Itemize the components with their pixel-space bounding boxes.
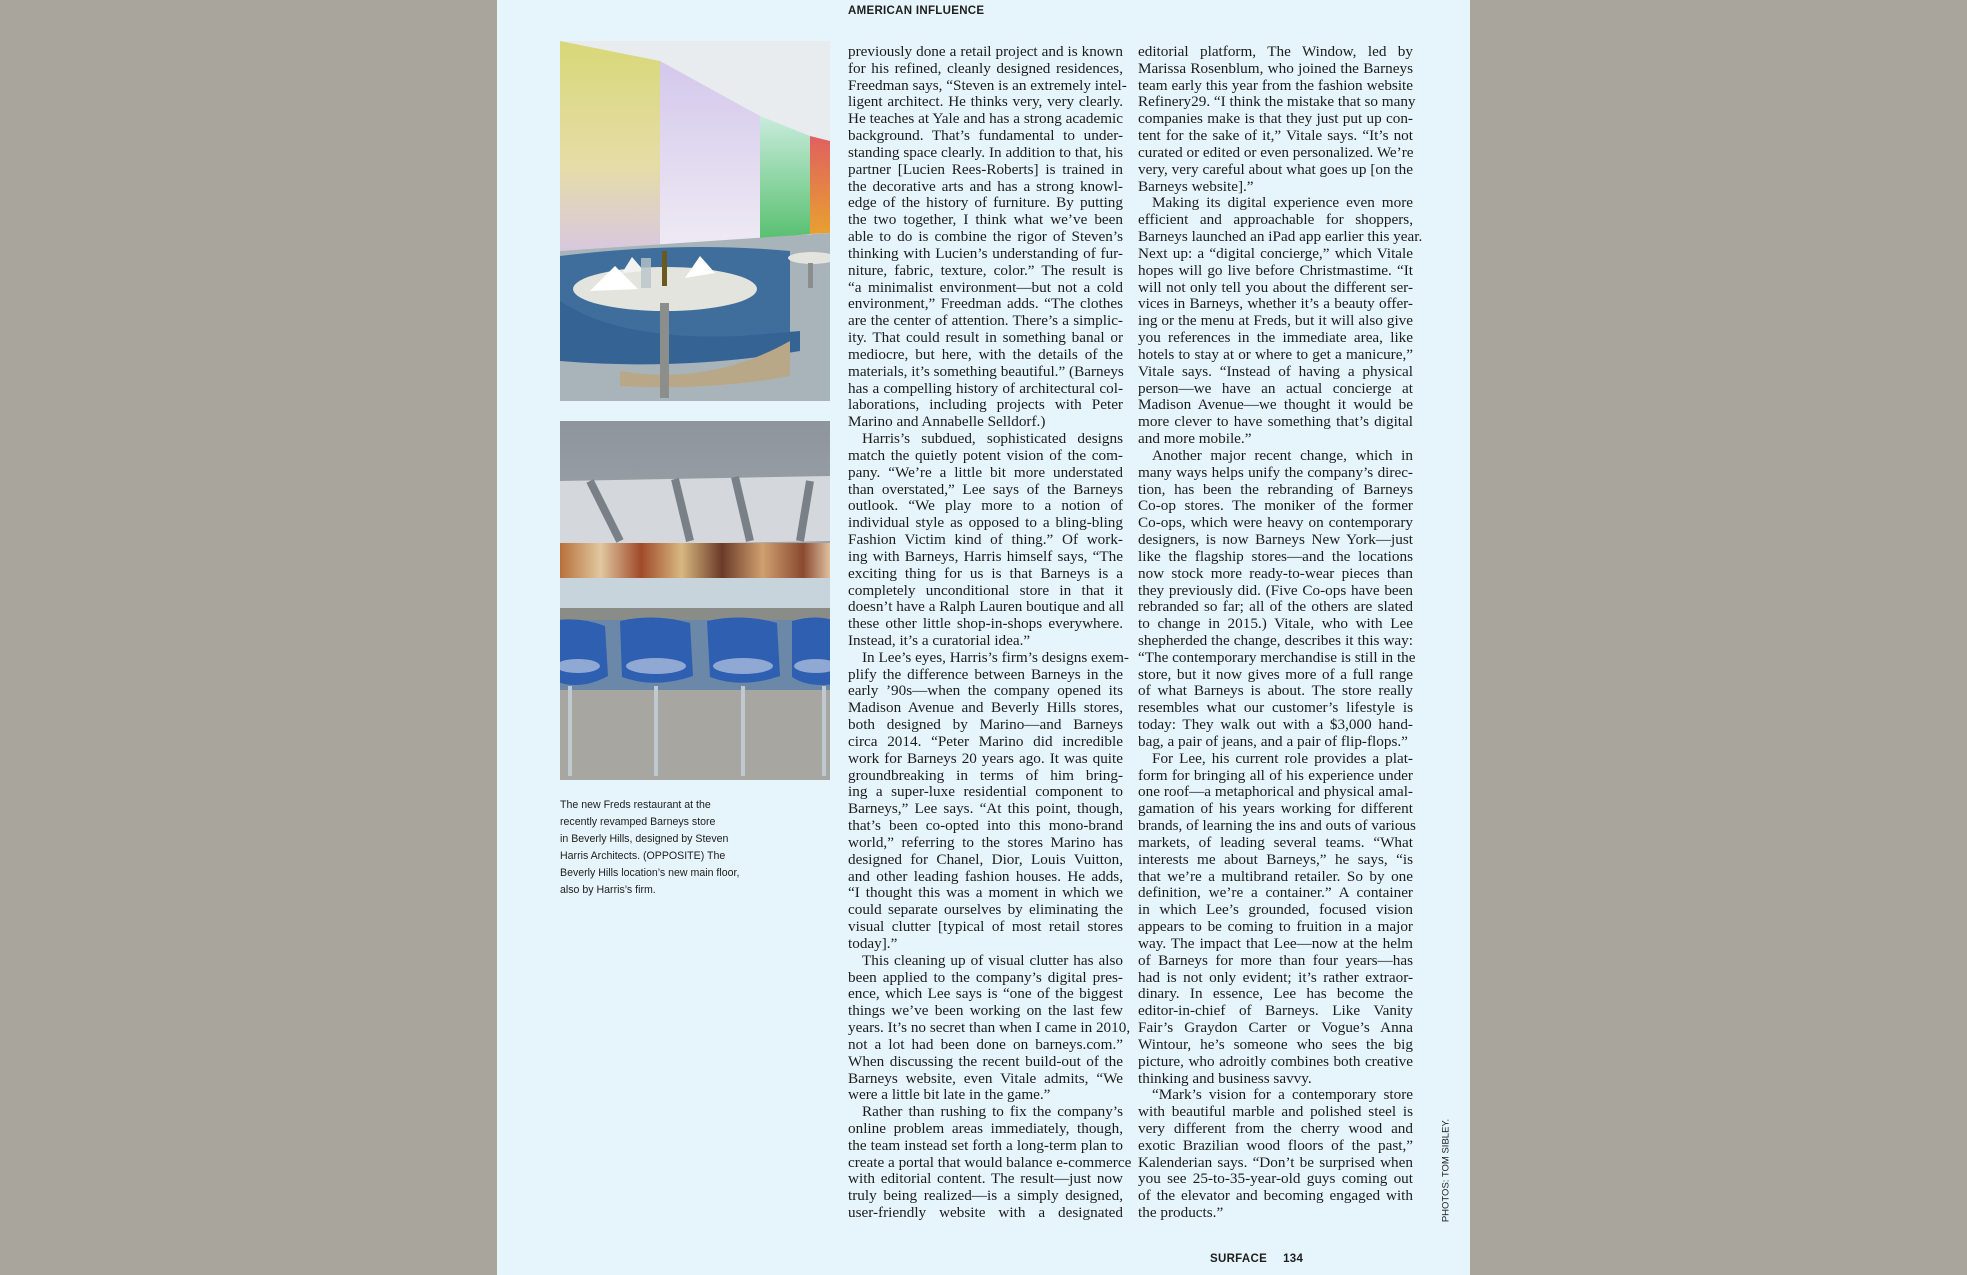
text-line: visual clutter [typical of most retail stores <box>848 918 1123 936</box>
text-line: that we’re a multibrand retailer. So by one <box>1138 867 1413 885</box>
article-paragraph <box>1138 749 1416 1088</box>
text-line: ing with Barneys, Harris himself says, “The <box>848 547 1123 565</box>
text-line: team early this year from the fashion website <box>1138 76 1413 94</box>
text-line: Co-op stores. The moniker of the former <box>1138 497 1413 515</box>
text-line: Marissa Rosenblum, who joined the Barneys <box>1138 59 1413 77</box>
text-line: partner [Lucien Rees-Roberts] is trained in <box>848 160 1123 178</box>
text-line: will not only tell you about the different ser- <box>1138 278 1413 296</box>
text-line: thinking and business savvy. <box>1138 1069 1312 1087</box>
text-line: Next up: a “digital concierge,” which Vitale <box>1138 244 1413 262</box>
text-line: “Mark’s vision for a contemporary store <box>1152 1086 1413 1104</box>
text-line: able to do is combine the rigor of Steven’s <box>848 228 1123 246</box>
text-line: online problem areas immediately, though, <box>848 1120 1123 1137</box>
magazine-name: SURFACE <box>1210 1253 1268 1265</box>
text-line: ing or the menu at Freds, but it will also give <box>1138 312 1413 330</box>
text-line: in which Lee’s grounded, focused vision <box>1138 901 1413 919</box>
text-line: shepherded the change, describes it this way: <box>1138 631 1413 649</box>
article-paragraph <box>848 1103 1132 1222</box>
text-line: Fashion Victim kind of thing.” Of work- <box>848 531 1123 549</box>
photo-credit: PHOTOS: TOM SIBLEY. <box>1440 1118 1452 1223</box>
text-line: both designed by Marino—and Barneys <box>848 716 1123 734</box>
text-line: groundbreaking in terms of him bring- <box>848 766 1123 784</box>
restaurant-photo <box>560 41 830 401</box>
text-line: very, very careful about what goes up [on the <box>1138 160 1413 178</box>
text-line: of the elevator and becoming engaged with <box>1138 1187 1413 1205</box>
running-head: AMERICAN INFLUENCE <box>848 5 985 17</box>
text-line: In Lee’s eyes, Harris’s firm’s designs exem- <box>862 648 1129 666</box>
page-footer <box>1210 1253 1319 1265</box>
text-line: Barneys launched an iPad app earlier this year. <box>1138 228 1423 246</box>
text-line: completely unconditional store in that it <box>848 581 1123 599</box>
text-line: ligent architect. He thinks very, very clearly. <box>848 93 1123 111</box>
text-line: for his refined, cleanly designed residences, <box>848 59 1123 77</box>
text-line: the decorative arts and has a strong knowl- <box>848 177 1123 195</box>
article-paragraph <box>1138 194 1423 448</box>
text-line: Vitale says. “Instead of having a physical <box>1138 362 1413 380</box>
text-line: gamation of his years working for different <box>1138 800 1413 818</box>
text-line: one roof—a metaphorical and physical amal- <box>1138 783 1413 801</box>
caption-line: Harris Architects. (OPPOSITE) The <box>560 850 726 862</box>
article-paragraph <box>1138 43 1416 195</box>
text-line: Barneys website, even Vitale admits, “We <box>848 1069 1123 1087</box>
text-line: and more mobile.” <box>1138 430 1252 448</box>
text-line: outlook. “We play more to a notion of <box>848 497 1123 515</box>
text-line: curated or edited or even personalized. We’re <box>1138 143 1414 161</box>
text-line: Another major recent change, which in <box>1152 446 1413 464</box>
text-line: the products.” <box>1138 1204 1224 1222</box>
article-column-1 <box>848 43 1132 1222</box>
text-line: editorial platform, The Window, led by <box>1138 43 1413 60</box>
text-line: things we’ve been working on the last few <box>848 1002 1123 1020</box>
text-line: been applied to the company’s digital pres- <box>848 968 1123 986</box>
text-line: create a portal that would balance e-commerce <box>848 1153 1132 1171</box>
text-line: they previously did. (Five Co-ops have been <box>1138 581 1413 599</box>
text-line: plify the difference between Barneys in the <box>848 665 1123 683</box>
text-line: today].” <box>848 934 898 952</box>
article-paragraph <box>848 648 1129 953</box>
text-line: Harris’s subdued, sophisticated designs <box>862 430 1123 448</box>
text-line: standing space clearly. In addition to that, his <box>848 143 1123 161</box>
text-line: very different from the cherry wood and <box>1138 1120 1413 1137</box>
caption-line: Beverly Hills location’s new main floor, <box>560 867 740 879</box>
text-line: now stock more ready-to-wear pieces than <box>1138 564 1413 582</box>
text-line: early ’90s—when the company opened its <box>848 682 1123 700</box>
text-line: resembles what our customer’s lifestyle is <box>1138 699 1413 717</box>
text-line: form for bringing all of his experience under <box>1138 766 1413 784</box>
text-line: ity. That could result in something banal or <box>848 329 1123 347</box>
text-line: Fair’s Graydon Carter or Vogue’s Anna <box>1138 1019 1413 1037</box>
text-line: exotic Brazilian wood floors of the past,” <box>1138 1136 1413 1154</box>
text-line: previously done a retail project and is known <box>848 43 1123 60</box>
text-line: Making its digital experience even more <box>1152 194 1413 212</box>
text-line: niture, fabric, texture, color.” The result is <box>848 261 1123 279</box>
text-line: years. It’s no secret than when I came in 2010, <box>848 1019 1131 1037</box>
text-line: that’s been co-opted into this mono-brand <box>848 817 1123 835</box>
text-line: ence, which Lee says is “one of the biggest <box>848 985 1123 1003</box>
text-line: circa 2014. “Peter Marino did incredible <box>848 732 1123 750</box>
text-line: Co-ops, which were heavy on contemporary <box>1138 514 1413 532</box>
text-line: When discussing the recent build-out of the <box>848 1052 1123 1070</box>
text-line: Marino and Annabelle Selldorf.) <box>848 413 1046 431</box>
text-line: Freedman says, “Steven is an extremely intel- <box>848 76 1127 94</box>
text-line: work for Barneys 20 years ago. It was quite <box>848 749 1123 767</box>
text-line: hopes will go live before Christmastime. “It <box>1138 261 1413 279</box>
article-paragraph <box>848 43 1127 431</box>
text-line: This cleaning up of visual clutter has also <box>862 951 1123 969</box>
text-line: hotels to stay at or where to get a manicure,” <box>1138 345 1413 363</box>
text-line: edge of the history of furniture. By putting <box>848 194 1123 212</box>
text-line: appears to be coming to fruition in a major <box>1138 918 1413 936</box>
text-line: not a lot had been done on barneys.com.” <box>848 1035 1123 1053</box>
text-line: you see 25-to-35-year-old guys coming out <box>1138 1170 1413 1188</box>
article-paragraph <box>1138 1087 1413 1222</box>
text-line: the team instead set forth a long-term plan to <box>848 1136 1123 1154</box>
text-line: Madison Avenue—we thought it would be <box>1138 396 1413 414</box>
text-line: store, but it now gives more of a full range <box>1138 665 1413 683</box>
text-line: laborations, including projects with Peter <box>848 396 1123 414</box>
text-line: definition, we’re a container.” A container <box>1138 884 1413 902</box>
text-line: like the flagship stores—and the locations <box>1138 547 1413 565</box>
article-paragraph <box>848 431 1123 650</box>
text-line: thinking with Lucien’s understanding of fur- <box>848 244 1123 262</box>
text-line: picture, who adroitly combines both creative <box>1138 1052 1413 1070</box>
caption-line: recently revamped Barneys store <box>560 816 716 828</box>
caption-line: in Beverly Hills, designed by Steven <box>560 833 729 845</box>
text-line: with editorial content. The result—just now <box>848 1170 1123 1188</box>
text-line: were a little bit late in the game.” <box>848 1086 1051 1104</box>
text-line: truly being realized—is a simply designed, <box>848 1187 1123 1205</box>
text-line: “The contemporary merchandise is still in the <box>1138 648 1416 666</box>
article-paragraph <box>1138 446 1416 751</box>
text-line: had is not only evident; it’s rather extraor- <box>1138 968 1413 986</box>
text-line: to change in 2015.) Vitale, who with Lee <box>1138 615 1413 633</box>
text-line: editor-in-chief of Barneys. Like Vanity <box>1138 1002 1413 1020</box>
text-line: mediocre, but here, with the details of the <box>848 345 1123 363</box>
text-line: person—we have an actual concierge at <box>1138 379 1413 397</box>
bar-photo <box>560 421 830 780</box>
text-line: these other little shop-in-shops everywhere. <box>848 615 1123 633</box>
text-line: background. That’s fundamental to under- <box>848 127 1123 145</box>
caption-line: also by Harris’s firm. <box>560 884 656 896</box>
text-line: doesn’t have a Ralph Lauren boutique and all <box>848 598 1124 616</box>
text-line: individual style as opposed to a bling-bling <box>848 514 1123 532</box>
text-line: Barneys,” Lee says. “At this point, though, <box>848 800 1123 818</box>
article-paragraph <box>848 951 1131 1104</box>
text-line: today: They walk out with a $3,000 hand- <box>1138 716 1413 734</box>
text-line: Madison Avenue and Beverly Hills stores, <box>848 699 1123 717</box>
text-line: could separate ourselves by eliminating the <box>848 901 1123 919</box>
text-line: “I thought this was a moment in which we <box>848 884 1123 902</box>
text-line: efficient and approachable for shoppers, <box>1138 211 1413 229</box>
text-line: For Lee, his current role provides a plat- <box>1152 749 1413 767</box>
text-line: exciting thing for us is that Barneys is a <box>848 564 1123 582</box>
text-line: many ways helps unify the company’s direc- <box>1138 463 1413 481</box>
text-line: world,” referring to the stores Marino has <box>848 833 1123 851</box>
text-line: pany. “We’re a little bit more understated <box>848 463 1123 481</box>
text-line: tion, has been the rebranding of Barneys <box>1138 480 1413 498</box>
bar-photo-image <box>560 421 830 780</box>
text-line: Instead, it’s a curatorial idea.” <box>848 631 1031 649</box>
text-line: companies make is that they just put up con- <box>1138 110 1413 128</box>
page-number: 134 <box>1283 1253 1304 1265</box>
text-line: and other leading fashion houses. He adds, <box>848 867 1123 885</box>
text-line: than overstated,” Lee says of the Barneys <box>848 480 1123 498</box>
text-line: “a minimalist environment—but not a cold <box>848 278 1123 296</box>
text-line: has a compelling history of architectural col- <box>848 379 1123 397</box>
text-line: designed for Chanel, Dior, Louis Vuitton, <box>848 850 1123 868</box>
text-line: the two together, I think what we’ve been <box>848 211 1123 229</box>
article-column-2 <box>1138 43 1423 1222</box>
text-line: Barneys website].” <box>1138 177 1254 195</box>
restaurant-photo-image <box>560 41 830 401</box>
text-line: Kalenderian says. “Don’t be surprised when <box>1138 1153 1413 1171</box>
text-line: Refinery29. “I think the mistake that so many <box>1138 93 1416 111</box>
text-line: user-friendly website with a designated <box>848 1204 1123 1222</box>
text-line: interests me about Barneys,” he says, “is <box>1138 850 1413 868</box>
text-line: dinary. In essence, Lee has become the <box>1138 985 1413 1003</box>
text-line: rebranded so far; all of the others are slated <box>1138 598 1413 616</box>
text-line: of Barneys for more than four years—has <box>1138 951 1413 969</box>
text-line: ing a super-luxe residential component to <box>848 783 1123 801</box>
text-line: way. The impact that Lee—now at the helm <box>1138 934 1413 952</box>
text-line: Wintour, he’s someone who sees the big <box>1138 1035 1413 1053</box>
photo-caption <box>560 797 775 899</box>
text-line: vices in Barneys, whether it’s a beauty offer- <box>1138 295 1413 313</box>
text-line: brands, of learning the ins and outs of various <box>1138 817 1416 835</box>
text-line: He teaches at Yale and has a strong academic <box>848 110 1123 128</box>
caption-line: The new Freds restaurant at the <box>560 799 711 811</box>
text-line: markets, of leading several teams. “What <box>1138 833 1413 851</box>
text-line: match the quietly potent vision of the com- <box>848 446 1123 464</box>
text-line: are the center of attention. There’s a simplic- <box>848 312 1123 330</box>
text-line: bag, a pair of jeans, and a pair of flip-flops.” <box>1138 732 1408 750</box>
text-line: more clever to have something that’s digital <box>1138 413 1413 431</box>
text-line: environment,” Freedman adds. “The clothes <box>848 295 1123 313</box>
text-line: materials, it’s something beautiful.” (Barneys <box>848 362 1124 380</box>
text-line: you references in the immediate area, like <box>1138 329 1413 347</box>
text-line: with beautiful marble and polished steel is <box>1138 1103 1413 1121</box>
text-line: of what Barneys is about. The store really <box>1138 682 1413 700</box>
text-line: designers, is now Barneys New York—just <box>1138 531 1413 549</box>
text-line: Rather than rushing to fix the company’s <box>862 1103 1123 1121</box>
text-line: tent for the sake of it,” Vitale says. “It’s not <box>1138 127 1413 145</box>
